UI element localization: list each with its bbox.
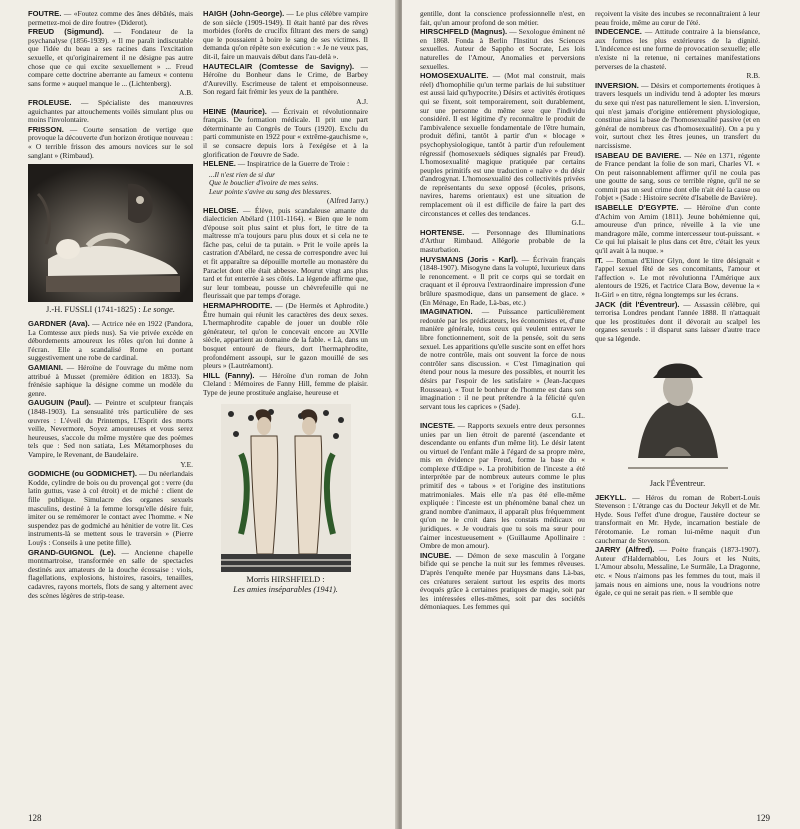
- entry-headword: IT.: [595, 255, 604, 265]
- entry-headword: JARRY (Alfred).: [595, 545, 655, 555]
- entry-headword: FROLEUSE.: [28, 97, 72, 107]
- dictionary-entry: [595, 301, 760, 344]
- entry-signature: A.J.: [356, 96, 368, 106]
- dictionary-entry: [203, 372, 368, 398]
- entry-text: — Personnage des Illuminations d'Arthur Rimbaud. Allégorie probable de la masturbation.: [420, 227, 585, 255]
- dictionary-entry: [420, 72, 585, 218]
- entry-headword: HUYSMANS (Joris - Karl).: [420, 254, 519, 264]
- dictionary-entry: [420, 256, 585, 308]
- entries-list: [203, 10, 368, 169]
- entry-headword: HELENE.: [203, 159, 236, 169]
- entries-list: [28, 320, 193, 600]
- dictionary-entry: [28, 126, 193, 160]
- hirshfield-caption: [203, 575, 368, 595]
- entry-headword: HERMAPHRODITE.: [203, 301, 273, 311]
- left-column-1: [28, 10, 193, 601]
- dictionary-entry: [420, 10, 585, 27]
- dictionary-entry: [420, 229, 585, 255]
- jack-caption: Jack l'Éventreur.: [649, 478, 706, 488]
- entry-text: — Héroïne d'un roman de John Cleland : Mémoires de Fanny Hill, femme de plaisir. Type de jeune prostituée anglaise, heureuse et: [203, 370, 368, 397]
- dictionary-entry: [203, 10, 368, 62]
- dictionary-entry: [595, 546, 760, 598]
- entry-text: — Le plus célèbre vampire de son siècle (1909-1949). Il était hanté par des rêves morbides (forêts de crucifix filtrant des mers de sang) que le poussaient à boire le sang de ses victimes. Il demanda qu'on répète son exécution : « Je ne veux pas, dit-il, faire un mauvais début dans l'au-delà ».: [203, 10, 368, 61]
- fuseli-caption-author: J.-H. FUSSLI (1741-1825) :: [46, 305, 141, 315]
- dictionary-entry: [203, 207, 368, 302]
- entries-list: [28, 10, 193, 160]
- entry-signature: gentille, dont la conscience professionnelle n'est, en fait, qu'un amour profond de son métier.: [420, 10, 585, 27]
- dictionary-entry: [203, 160, 368, 169]
- entry-text: — Héros du roman de Robert-Louis Stevenson : L'étrange cas du Docteur Jekyll et de Mr. Hyde. Sous l'effet d'une drogue, l'austère docteur se transformait en Mr. Hyde, incarnation bestiale de l'érotomanie. Le roman lui-même naquit d'un cauchemar de Stevenson.: [595, 492, 760, 545]
- dictionary-entry: [203, 302, 368, 371]
- dictionary-entry: [28, 99, 193, 125]
- dictionary-entry: [420, 422, 585, 551]
- dictionary-entry: [28, 470, 193, 547]
- entry-headword: ISABEAU DE BAVIERE.: [595, 150, 682, 160]
- jack-illustration: [623, 348, 733, 476]
- entry-headword: JACK (dit l'Éventreur).: [595, 299, 680, 309]
- dictionary-entry: [595, 82, 760, 151]
- hirshfield-caption-author: Morris HIRSHFIELD :: [246, 574, 325, 584]
- dictionary-entry: [595, 494, 760, 546]
- entry-signature: reçoivent la visite des incubes se reconnaîtraient à leur peau froide, même au cœur de l'été.: [595, 10, 760, 27]
- entries-list: [203, 207, 368, 398]
- entry-text: — Héroïne du Bonheur dans le Crime, de Barbey d'Aurevilly. Escrimeuse de talent et empoisonneuse. Son regard fait frémir les yeux de la panthère.: [203, 61, 368, 97]
- entry-headword: INDECENCE.: [595, 27, 642, 37]
- fuseli-painting: [28, 164, 193, 302]
- entry-text: — Héroïne de l'ouvrage du même nom attribué à Musset (première édition en 1833). Sa frénésie saphique la désigne comme un modèle du genre.: [28, 363, 193, 398]
- hirshfield-painting: [221, 404, 351, 572]
- entry-text: — Actrice née en 1922 (Pandora, La Comtesse aux pieds nus). Sa vie privée excède en débordements amoureux les rôles qu'on lui donne à l'écran. Elle a scandalisé Rome en portant suggestivement une robe de cardinal.: [28, 319, 193, 363]
- entry-text: — Inspiratrice de la Guerre de Troie :: [237, 159, 350, 169]
- entry-text: — Poète français (1873-1907). Auteur d'Haldernablou, Les Jours et les Nuits, L'Amour absolu, Messaline, Le Surmâle, La Dragonne, etc. « Nous n'aimons pas les femmes du tout, mais il jamais nous en aimions une, nous la voudrions notre égale, ce qui ne serait pas rien. » Il semble que: [595, 545, 760, 598]
- entry-headword: FRISSON.: [28, 124, 64, 134]
- entry-headword: IMAGINATION.: [420, 307, 473, 317]
- entry-headword: HELOISE.: [203, 205, 239, 215]
- entry-text: — Sexologue éminent né en 1868. Fonda à Berlin l'Institut des Sciences sexuelles. Auteur de Sappho et Socrate, Les lois naturelles de l'Amour, Anomalies et perversions sexuelles.: [420, 27, 585, 71]
- poem-source: (Alfred Jarry.): [326, 196, 368, 205]
- entry-headword: FOUTRE.: [28, 10, 62, 18]
- entry-text: — (Mot mal construit, mais réel) d'homophilie qu'un terme parlais de lui substituer est aussi laid qu'hypocrite.) Désirs et activités érotiques qui se fixent, soit temporairement, soit durablement, sur une personne du même sexe que l'individu considéré. Il est légitime d'y reconnaître le produit de l'ambivalence sexuelle fondamentale de l'être humain, produit défini, tantôt à partir d'un « blocage » psychophysiologique, tantôt à partir d'un refoulement régressif (homosexuels sédiques signalés par Freud). L'homosexualité magique pratiquée par certains peuples primitifs est une traduction « naïve » du désir d'androgynat. L'homosexualité des collectivités privées de représentants du sexe opposé (écoles, prisons, navires, harems orientaux) est une situation de remplacement où il est difficile de faire la part des circonstances et celles des tendances.: [420, 71, 585, 218]
- entry-headword: GAUGUIN (Paul).: [28, 398, 91, 408]
- dictionary-entry: [595, 152, 760, 204]
- dictionary-entry: [595, 72, 760, 81]
- entry-headword: GRAND-GUIGNOL (Le).: [28, 547, 116, 557]
- entry-text: — Rapports sexuels entre deux personnes unies par un lien étroit de parenté (ascendante et descendante ou enfants d'un même lit). Le désir latent ou virtuel de l'enfant mâle à l'égard de sa propre mère, mis en évidence par Freud, forme la base du « complexe d'Œdipe ». La prohibition de l'inceste a été interprétée par de nombreux auteurs comme le plus primitif des « tabous » et l'origine des institutions matrimoniales. Mais elle n'a pas été elle-même expliquée : l'inceste est un phénomène banal chez un grand nombre d'animaux, il apparaît plus fréquemment qu'on ne le croit dans les constats médicaux ou juridiques. « Je voudrais que tu sois ma sœur pour t'aimer incestueusement » (Guillaume Apollinaire : Ombre de mon amour).: [420, 420, 585, 551]
- entry-text: — Fondateur de la psychanalyse (1856-1939). « Il me paraît indiscutable que l'idée du beau a ses racines dans l'excitation sexuelle, et qu'originairement il ne désigne pas autre chose que ce qui excite sexuellement » ... Freud compare cette doctrine aberrante au fameux « contenu sans forme » auquel manque le ... (Lichtenberg).: [28, 27, 193, 88]
- dictionary-entry: [28, 461, 193, 470]
- entry-headword: GODMICHE (ou GODMICHET).: [28, 469, 138, 479]
- dictionary-entry: [203, 98, 368, 107]
- poem-line: Que le bouclier d'ivoire de mes seins.: [209, 178, 319, 188]
- right-column-2: [595, 10, 760, 599]
- helene-poem: [209, 171, 368, 196]
- dictionary-entry: [203, 63, 368, 97]
- entry-headword: INVERSION.: [595, 80, 639, 90]
- dictionary-entry: [595, 10, 760, 27]
- entry-text: — Élève, puis scandaleuse amante du dialecticien Abélard (1101-1164). « Bien que le nom d'épouse soit plus saint et plus fort, le titre de ta maîtresse m'a toujours paru plus doux et si cela ne te fâche pas, celui de ta putain. » Prit le voile après la castration d'Abélard, ne cessa de correspondre avec lui et fit apparaître sa dépouille mortelle au monastère du Paraclet dont elle était abbesse. Mourut vingt ans plus tard et fut enterrée à ses côtés. La légende affirme que, sur leur tombeau, pousse un chèvrefeuille qui ne fleurissait que par temps d'orage.: [203, 205, 368, 301]
- fuseli-caption: [28, 305, 193, 315]
- entry-headword: FREUD (Sigmund).: [28, 27, 104, 37]
- entry-headword: INCESTE.: [420, 420, 456, 430]
- poem-line: ...Il n'est rien de si dur: [209, 169, 276, 179]
- entry-text: — Roman d'Elinor Glyn, dont le titre désignait « l'appel sexuel fêté de ses concomitants, l'amour et l'affection ». Le mot révolutionna l'Amérique aux alentours de 1926, et l'actrice Clara Bow, devenue la « It-Girl » en titre, régna longtemps sur les écrans.: [595, 255, 760, 299]
- entry-headword: HAUTECLAIR (Comtesse de Savigny).: [203, 61, 355, 71]
- dictionary-entry: [28, 10, 193, 27]
- dictionary-entry: [595, 257, 760, 300]
- entry-text: — «Foutez comme des ânes débâtés, mais permettez-moi de dire foutre» (Diderot).: [28, 10, 193, 27]
- entry-text: — Écrivain français (1848-1907). Misogyne dans la volupté, luxurieux dans le renoncement. « Il prit ce corps qui se tordait en craquant et il éprouva l'extraordinaire impression d'une brûlure spasmodique, dans un pansement de glace. » (En Ménage, En Rade, Là-bas, etc.): [420, 254, 585, 307]
- dictionary-entry: [28, 364, 193, 398]
- entries-list: [595, 10, 760, 344]
- dictionary-entry: [28, 320, 193, 363]
- entry-headword: INCUBE.: [420, 550, 452, 560]
- entry-headword: JEKYLL.: [595, 492, 627, 502]
- entry-text: — Courte sensation de vertige que provoque la découverte d'un horizon érotique nouveau : « O terrible frisson des amours novices sur le sol sanglant » (Rimbaud).: [28, 124, 193, 160]
- entry-text: — Peintre et sculpteur français (1848-1903). La sensualité très particulière de ses œuvres : L'éveil du Printemps, L'Esprit des morts veille, Nevermore, Soyez amoureuses et vous serez heureuses, s'accole du même mystère que des poèmes tels que : Sed non satiata, Les Métamorphoses du Vampire, le Revenant, de Baudelaire.: [28, 398, 193, 459]
- entry-headword: HORTENSE.: [420, 227, 465, 237]
- entry-text: — Attitude contraire à la bienséance, aux formes les plus extérieures de la dignité. L'indécence est une forme de provocation sexuelle; elle n'existe ni la retenue, ni certaines manifestations perverses de la chasteté.: [595, 27, 760, 71]
- right-column-1: [420, 10, 585, 613]
- entries-list: [595, 494, 760, 598]
- dictionary-entry: [28, 549, 193, 601]
- entry-text: — Puissance particulièrement redoutée par les prédicateurs, les économistes et, d'une manière générale, tous ceux qui veulent entraver le libre fonctionnement, soit de la pensée, soit du sens sexuel. Les apparitions qu'elle suscite sont en effet hors de notre contrôle, mais ont souvent la force de nous contrôler sans discussion. « C'est l'imagination qui étend pour nous la mesure des possibles, et nourrit les désirs par l'espoir de les satisfaire » (Jean-Jacques Rousseau). « Tout le bonheur de l'homme est dans son imagination : il ne peut prétendre à la félicité qu'en servant tous les caprices » (Sade).: [420, 307, 585, 411]
- entry-signature: Y.E.: [180, 459, 193, 469]
- fuseli-caption-title: Le songe.: [142, 305, 175, 315]
- entry-text: — Spécialiste des manœuvres aguichantes par attouchements voilés simulant plus ou moins l'involontaire.: [28, 97, 193, 125]
- entry-text: — Désirs et comportements érotiques à travers lesquels un individu tend à adopter les mœurs du sexe qui n'est pas naturellement le sien. L'inversion, qui n'est jamais d'origine entièrement physiologique, constitue ainsi la base de l'homosexualité passive (et en général de nombreux cas d'homosexualité). On a pu y voir, surtout chez les êtres jeunes, un transfert du narcissisme.: [595, 80, 760, 150]
- entry-text: — Démon de sexe masculin à l'organe bifide qui se penche la nuit sur les femmes rêveuses. D'après l'enquête menée par Huysmans dans Là-bas, ces créatures seraient surtout les esprits des morts évoqués grâce à certaines pratiques de magie, soit par les intéressées elles-mêmes, soit par des sociétés démoniaques. Les femmes qui: [420, 550, 585, 612]
- entry-headword: HILL (Fanny).: [203, 370, 255, 380]
- dictionary-entry: [420, 308, 585, 411]
- entry-text: — Héroïne d'un conte d'Achim von Arnim (1811). Jeune bohémienne qui, amoureuse d'un prince, réveille à la vie une mandragore mâle, comme intercesseur tout-puissant. « Ce qui lui plaisait le plus dans cet être, c'était les yeux qu'il avait à la nuque. »: [595, 203, 760, 256]
- entry-signature: R.B.: [746, 71, 760, 81]
- entry-text: — Assassin célèbre, qui terrorisa Londres pendant l'année 1888. Il n'attaquait que les prostituées dont il dévorait au scalpel les organes sexuels : il disparut sans laisser d'autre trace que sa légende.: [595, 299, 760, 343]
- entry-signature: A.B.: [179, 88, 193, 98]
- entry-headword: HIRSCHFELD (Magnus).: [420, 27, 508, 37]
- left-column-2: [203, 10, 368, 595]
- left-page: [0, 0, 398, 829]
- right-page: [402, 0, 800, 829]
- entry-headword: ISABELLE D'EGYPTE.: [595, 203, 679, 213]
- entries-list: [420, 10, 585, 612]
- poem-line: Leur pointe s'avive au sang des blessures.: [209, 186, 332, 196]
- entry-text: — Du néerlandais Kodde, cylindre de bois ou du provençal got : verre (du latin guttus, vase à col étroit) et de miché : client de fille publique. Simulacre des organes sexuels masculins, destiné à la femme lorsqu'elle désire fuir, imiter ou se remémorer le contact avec l'homme. « Ne suspendez pas de godmiché au hénitier de votre lit. Ces instruments-là se mettent sous le traversin » (Pierre Louÿs : Conseils à une petite fille).: [28, 469, 193, 547]
- dictionary-entry: [203, 108, 368, 160]
- dictionary-entry: [420, 219, 585, 228]
- dictionary-entry: [28, 28, 193, 88]
- dictionary-entry: [420, 412, 585, 421]
- page-number-right: 129: [756, 813, 770, 823]
- dictionary-entry: [28, 399, 193, 459]
- dictionary-entry: [595, 28, 760, 71]
- page-number-left: 128: [28, 813, 42, 823]
- entry-headword: HOMOSEXUALITE.: [420, 71, 489, 81]
- entry-signature: G.L.: [571, 411, 585, 421]
- dictionary-entry: [595, 204, 760, 256]
- entry-text: — Ancienne chapelle montmartroise, transformée en salle de spectacles destinés aux amateurs de la douche écossaise : viols, flagellations, explosions, histoires, rasoirs, tenailles, cadavres, rayons mortels, flots de sang y alternent avec des scènes légères de strip-tease.: [28, 547, 193, 600]
- entry-headword: HAIGH (John-George).: [203, 10, 285, 18]
- entry-text: — Née en 1371, régente de France pendant la folie de son mari, Charles VI. « On peut raisonnablement affirmer qu'il ne coula pas une goutte de sang, sous ce terrible règne, qu'il ne se commit pas un seul crime dont elle n'ait été la cause ou l'objet » (Sade : Histoire secrète d'Isabelle de Bavière).: [595, 150, 760, 203]
- entry-text: — Écrivain et révolutionnaire français. De formation médicale. Il prit une part déterminante au Congrès de Tours (1920). Exclu du parti communiste en 1922 pour « extrême-gauchisme », il se consacre depuis lors à l'exégèse et à la glorification de l'œuvre de Sade.: [203, 106, 368, 159]
- entry-headword: GARDNER (Ava).: [28, 319, 90, 329]
- dictionary-entry: [28, 89, 193, 98]
- entry-headword: GAMIANI.: [28, 363, 64, 373]
- dictionary-entry: [420, 28, 585, 71]
- entry-headword: HEINE (Maurice).: [203, 106, 267, 116]
- hirshfield-caption-title: Les amies inséparables (1941).: [233, 584, 338, 594]
- dictionary-entry: [420, 552, 585, 612]
- entry-text: — (De Hermès et Aphrodite.) Être humain qui réunit les caractères des deux sexes. L'hermaphrodite capable de jouer un double rôle générateur, tel qu'on le concevait encore au XVIIe siècle, appartient au domaine de la fable. « Là, dans un bosquet entouré de fleurs, dort l'hermaphrodite, profondément assoupi, sur le gazon mouillé de ses pleurs » (Lautréamont).: [203, 301, 368, 371]
- entry-signature: G.L.: [571, 218, 585, 228]
